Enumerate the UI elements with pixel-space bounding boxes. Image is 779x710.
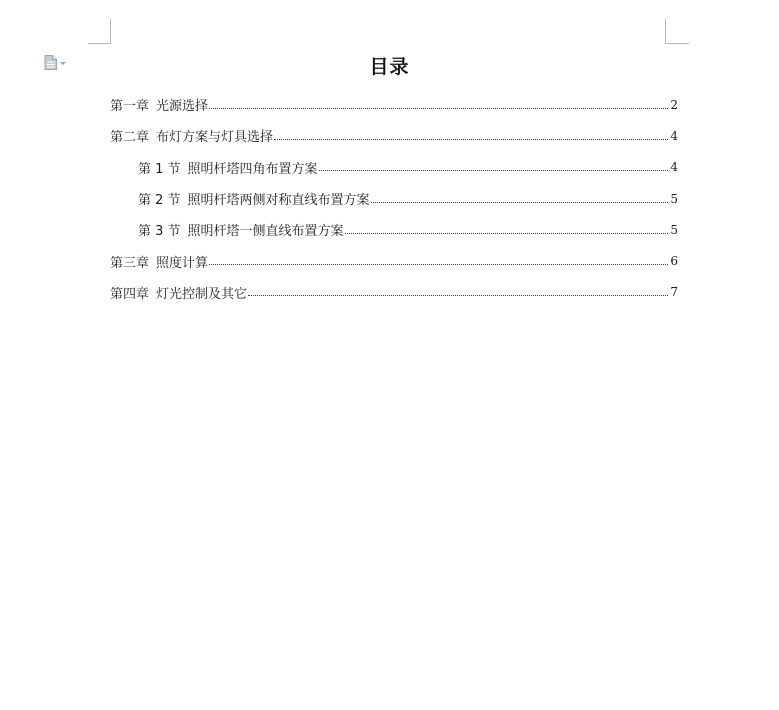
toc-entry-title: 照明杆塔四角布置方案	[187, 161, 318, 177]
toc-entry-page-number: 2	[670, 97, 678, 112]
toc-entry-page-number: 7	[670, 285, 678, 300]
toc-entry-section[interactable]	[110, 183, 678, 214]
toc-entry-chapter[interactable]	[110, 245, 678, 276]
toc-entry-title: 照明杆塔两侧对称直线布置方案	[187, 193, 370, 209]
toc-entry-title: 照度计算	[156, 255, 209, 271]
table-of-contents	[110, 89, 678, 308]
toc-leader-dots	[248, 295, 668, 296]
toc-entry-page-number: 4	[670, 160, 678, 175]
toc-entry-number: 第二章	[110, 130, 150, 146]
toc-entry-section[interactable]	[110, 214, 678, 245]
page-corner-mark-top-left	[88, 19, 111, 44]
toc-entry-chapter[interactable]	[110, 120, 678, 151]
toc-entry-number: 第一章	[110, 99, 150, 115]
toc-entry-page-number: 6	[670, 254, 678, 269]
toc-leader-dots	[209, 264, 668, 265]
toc-entry-number: 第 3 节	[138, 224, 181, 240]
toc-leader-dots	[345, 233, 668, 234]
toc-entry-number: 第四章	[110, 286, 150, 302]
toc-entry-chapter[interactable]	[110, 89, 678, 120]
toc-entry-section[interactable]	[110, 152, 678, 183]
toc-leader-dots	[371, 202, 668, 203]
toc-entry-title: 照明杆塔一侧直线布置方案	[187, 224, 344, 240]
toc-entry-title: 灯光控制及其它	[156, 286, 248, 302]
toc-leader-dots	[319, 170, 668, 171]
toc-entry-title: 布灯方案与灯具选择	[156, 130, 274, 146]
toc-leader-dots	[209, 108, 668, 109]
toc-entry-chapter[interactable]	[110, 277, 678, 308]
toc-entry-number: 第 2 节	[138, 193, 181, 209]
toc-entry-number: 第三章	[110, 255, 150, 271]
toc-entry-page-number: 4	[670, 128, 678, 143]
toc-leader-dots	[274, 139, 668, 140]
toc-entry-title: 光源选择	[156, 99, 209, 115]
toc-entry-number: 第 1 节	[138, 161, 181, 177]
toc-title: 目录	[369, 56, 410, 78]
toc-entry-page-number: 5	[670, 191, 678, 206]
toc-entry-page-number: 5	[670, 222, 678, 237]
page-corner-mark-top-right	[665, 19, 689, 44]
